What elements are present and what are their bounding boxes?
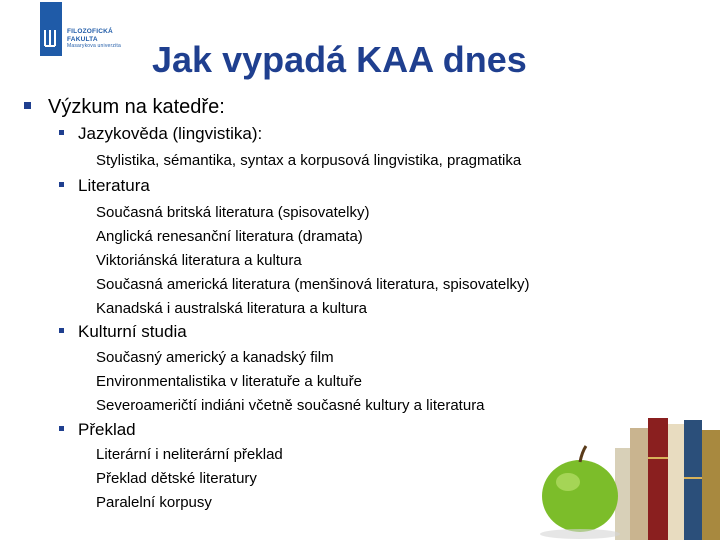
square-bullet-icon	[59, 328, 64, 333]
section-heading-text: Překlad	[78, 420, 136, 439]
section-heading-literature	[59, 176, 150, 196]
section-heading-text: Kulturní studia	[78, 322, 187, 341]
list-item: Současná britská literatura (spisovatelky)	[96, 204, 370, 221]
square-bullet-icon	[24, 102, 31, 109]
list-item: Stylistika, sémantika, syntax a korpusová lingvistika, pragmatika	[96, 152, 522, 169]
slide-title: Jak vypadá KAA dnes	[152, 39, 527, 80]
logo-text	[67, 28, 121, 51]
list-item: Paralelní korpusy	[96, 494, 212, 511]
section-heading-text: Jazykověda (lingvistika):	[78, 124, 263, 143]
section-heading-linguistics	[59, 124, 262, 144]
list-item: Severoameričtí indiáni včetně současné kultury a literatura	[96, 397, 485, 414]
logo-line-1: FILOZOFICKÁ	[67, 28, 113, 35]
section-heading-text: Literatura	[78, 176, 150, 195]
section-heading-cultural-studies	[59, 322, 187, 342]
main-bullet	[24, 96, 225, 119]
list-item: Environmentalistika v literatuře a kultuře	[96, 373, 362, 390]
faculty-logo	[40, 2, 140, 58]
logo-emblem-icon	[40, 2, 62, 56]
list-item: Viktoriánská literatura a kultura	[96, 252, 302, 269]
books-icon	[615, 418, 720, 540]
logo-line-3: Masarykova univerzita	[67, 43, 121, 49]
square-bullet-icon	[59, 426, 64, 431]
square-bullet-icon	[59, 182, 64, 187]
list-item: Kanadská i australská literatura a kultura	[96, 300, 367, 317]
list-item: Současná americká literatura (menšinová literatura, spisovatelky)	[96, 276, 530, 293]
square-bullet-icon	[59, 130, 64, 135]
list-item: Anglická renesanční literatura (dramata)	[96, 228, 363, 245]
main-heading: Výzkum na katedře:	[48, 96, 225, 118]
list-item: Literární i neliterární překlad	[96, 446, 283, 463]
logo-line-2: FAKULTA	[67, 35, 98, 43]
section-heading-translation	[59, 420, 136, 440]
list-item: Současný americký a kanadský film	[96, 349, 334, 366]
list-item: Překlad dětské literatury	[96, 470, 257, 487]
apple-icon	[540, 446, 620, 539]
books-apple-illustration	[520, 418, 720, 540]
